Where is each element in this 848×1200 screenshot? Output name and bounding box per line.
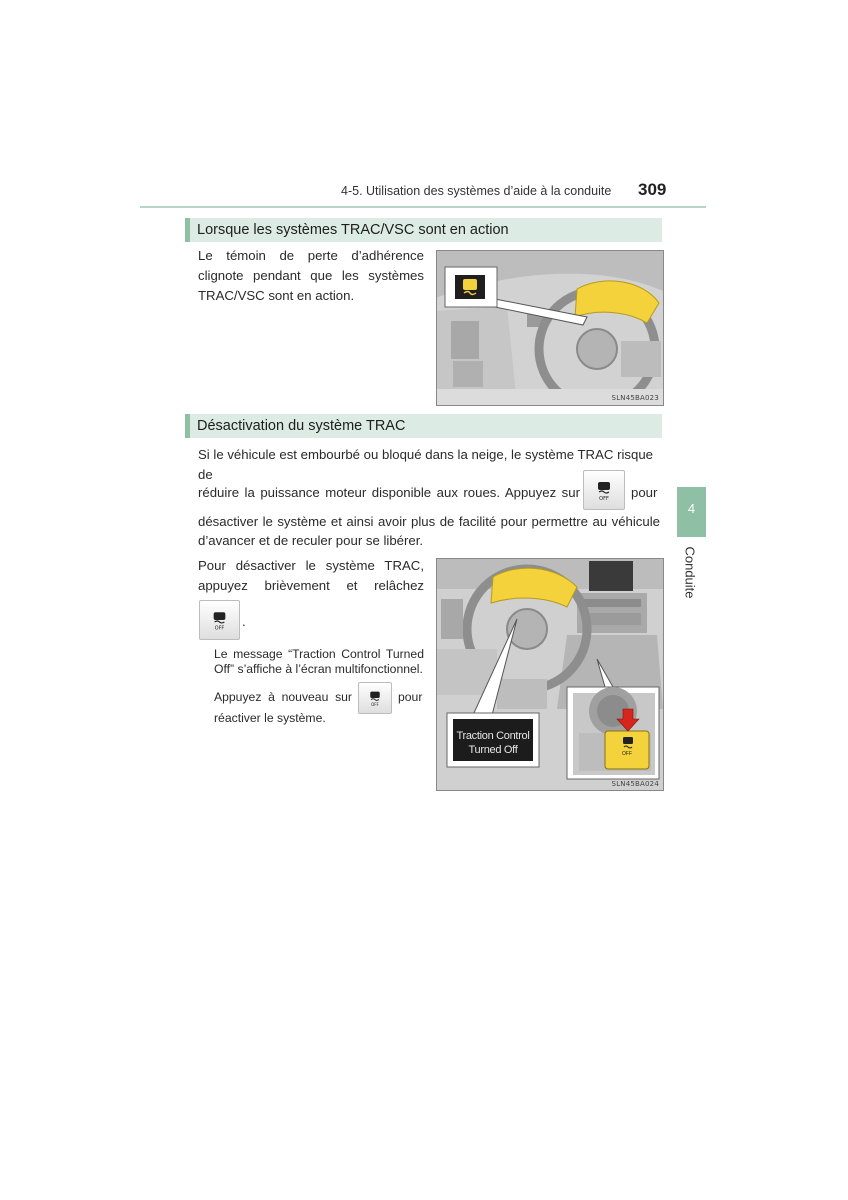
paragraph-line-end: pour [631,485,658,500]
paragraph-line: désactiver le système et ainsi avoir plus de facilité pour permettre au véhicule [198,514,660,529]
chapter-number: 4 [687,501,696,516]
step-line: Pour désactiver le système TRAC, [198,558,424,573]
note-line: Appuyez à nouveau sur [214,690,352,704]
figure-code: SLN45BA023 [611,394,659,402]
section-heading-text: Désactivation du système TRAC [197,418,406,434]
running-header-title: 4-5. Utilisation des systèmes d’aide à la conduite [341,184,612,198]
section-heading-trac-off [185,414,662,438]
section-heading-trac-vsc [185,218,662,242]
page-number: 309 [638,180,667,199]
paragraph-line: réduire la puissance moteur disponible aux roues. Appuyez sur [198,485,580,500]
svg-text:OFF: OFF [214,625,225,632]
note-line: Off” s’affiche à l’écran multifonctionnel. [214,662,423,676]
svg-text:OFF: OFF [371,701,379,707]
button-off-label: OFF [622,751,632,757]
paragraph-line: d’avancer et de reculer pour se libérer. [198,533,424,548]
header-divider [140,206,706,208]
section-heading-text: Lorsque les systèmes TRAC/VSC sont en action [197,222,509,238]
paragraph-line: TRAC/VSC sont en action. [198,288,355,303]
note-line: Le message “Traction Control Turned [214,647,424,661]
note-line-end: pour [398,690,423,704]
display-message [453,729,533,757]
paragraph-line: Le témoin de perte d’adhérence [198,248,424,263]
svg-text:OFF: OFF [599,496,609,502]
paragraph-line: Si le véhicule est embourbé ou bloqué dans la neige, le système TRAC risque de [198,447,653,482]
chapter-label: Conduite [682,546,698,599]
step-end: . [242,614,246,629]
step-line: appuyez brièvement et relâchez [198,578,424,593]
display-message-line: Turned Off [468,744,518,756]
figure-code: SLN45BA024 [611,780,659,788]
dashboard-illustration-1 [436,250,664,406]
vsc-off-button-icon [583,470,625,510]
vsc-off-button-icon [199,600,240,640]
dashboard-drawing [437,251,663,405]
dashboard-illustration-2 [436,558,664,791]
paragraph-line: clignote pendant que les systèmes [198,268,424,283]
note-line: réactiver le système. [214,711,326,725]
display-message-line: Traction Control [456,730,530,742]
